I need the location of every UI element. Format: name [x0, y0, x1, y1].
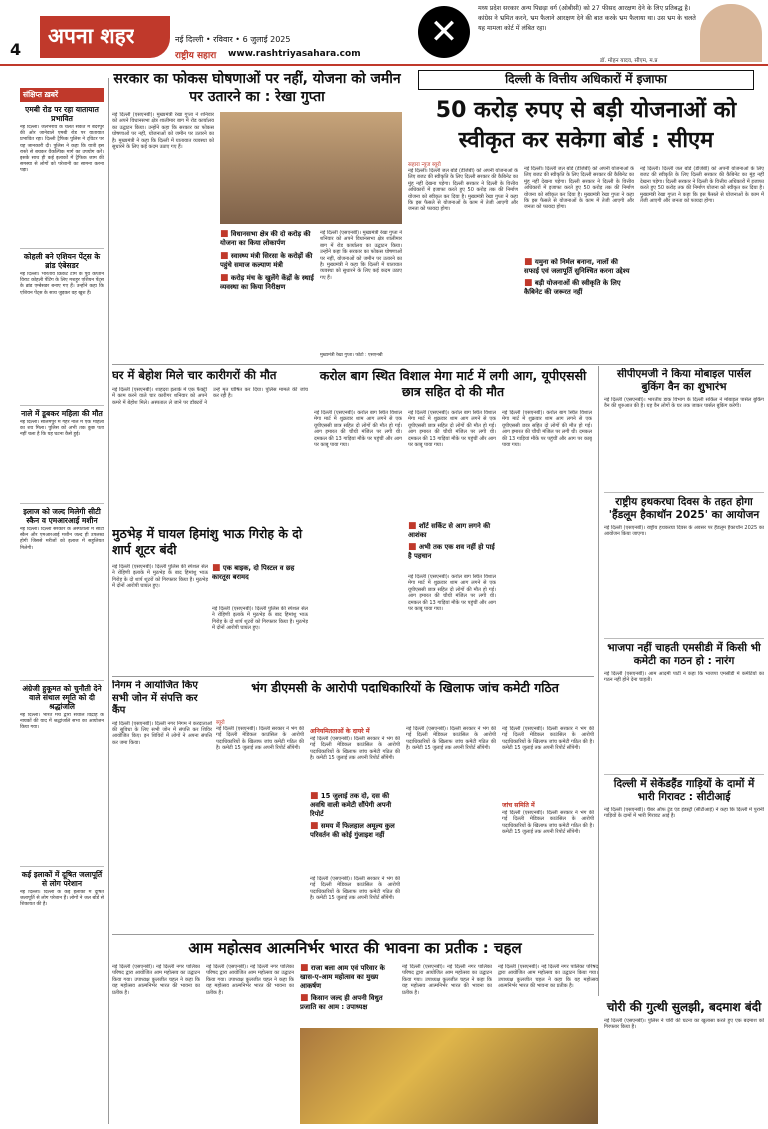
sidebar-text: नई दिल्ली। दिल्ली के कई इलाकों में दूषित जलापूर्ति से लोग परेशान हैं। लोगों ने जल बोर्ड से शिकायत की है। — [20, 890, 104, 908]
story-text: नई दिल्ली (एसएनबी)। चैंबर ऑफ ट्रेड एंड इंडस्ट्री (सीटीआई) ने कहा कि दिल्ली में पुरानी गाड़ियों के दामों में भारी गिरावट आई है। — [604, 807, 764, 820]
story-nigam — [112, 680, 212, 930]
story-text-col3: नई दिल्ली। दिल्ली जल बोर्ड (डीजेबी) को अपनी योजनाओं के लिए बजट की स्वीकृति के लिए दिल्ली सरकार की कैबिनेट का मुंह नहीं देखना पड़ेगा। दिल्ली सरकार ने दिल्ली के वित्तीय अधिकारों में इजाफा करते हुए 50 करोड़ तक की निर्माण योजना को स्वीकृत कर दिया है। मुख्यमंत्री रेखा गुप्ता ने कहा कि इस फैसले से योजनाओं के काम में तेजी आएगी और जनता को फायदा होगा। — [640, 166, 764, 205]
story-cpmg — [604, 368, 764, 489]
story-text-col2: नई दिल्ली (एसएनबी)। नई दिल्ली नगर पालिका परिषद द्वारा आयोजित आम महोत्सव का उद्घाटन किया गया। उपाध्यक्ष कुलजीत चहल ने कहा कि यह महोत्सव आत्मनिर्भर भारत की भावना का प्रतीक है। — [206, 964, 294, 996]
pull-quote: ■ बड़ी योजनाओं की स्वीकृति के लिए कैबिनेट की जरूरत नहीं — [524, 278, 621, 296]
story-text: नई दिल्ली (एसएनबी)। शाहदरा इलाके में एक फैक्ट्री में काम करने वाले चार कारीगर शनिवार को अपने कमरे में बेहोश मिले। अस्पताल ले जाने पर डॉक्टरों ने उन्हें मृत घोषित कर दिया। पुलिस मामले की जांच कर रही है। — [112, 387, 308, 406]
story-text: नई दिल्ली (एसएनबी)। राष्ट्रीय हथकरघा दिवस के अवसर पर हैंडलूम हैकाथॉन 2025 का आयोजन किया जाएगा। — [604, 525, 764, 538]
sidebar-text: नई दिल्ली। दिल्ली सरकार के अस्पतालों में सीटी स्कैन और एमआरआई मशीन जल्द ही उपलब्ध होगी जिससे मरीजों को इलाज में सहूलियत मिलेगी। — [20, 527, 104, 551]
sidebar-item — [20, 252, 104, 402]
headline: दिल्ली में सेकेंडहैंड गाड़ियों के दामों में भारी गिरावट : सीटीआई — [613, 778, 755, 803]
story-text: नई दिल्ली (एसएनबी)। नई दिल्ली नगर पालिका परिषद द्वारा आयोजित आम महोत्सव का उद्घाटन किया गया। उपाध्यक्ष कुलजीत चहल ने कहा कि यह महोत्सव आत्मनिर्भर भारत की भावना का प्रतीक है। — [112, 964, 200, 996]
sidebar-headline: इलाज को जल्द मिलेगी सीटी स्कैन व एमआरआई मशीन — [23, 507, 101, 525]
sidebar-text: नई दिल्ली। भारतीय क्रिकेट टीम के पूर्व कप्तान विराट कोहली पेंटिंग के लिए मशहूर एशियन पेंट्स के ब्रांड एम्बेसडर बनाए गए हैं। उन्होंने कहा कि एशियन पेंट्स के साथ जुड़कर वह खुश हैं। — [20, 272, 104, 296]
story-text-col2: नई दिल्ली। दिल्ली जल बोर्ड (डीजेबी) को अपनी योजनाओं के लिए बजट की स्वीकृति के लिए दिल्ली सरकार की कैबिनेट का मुंह नहीं देखना पड़ेगा। दिल्ली सरकार ने दिल्ली के वित्तीय अधिकारों में इजाफा करते हुए 50 करोड़ तक की निर्माण योजना को स्वीकृत कर दिया है। मुख्यमंत्री रेखा गुप्ता ने कहा कि इस फैसले से योजनाओं के काम में तेजी आएगी और जनता को फायदा होगा। — [524, 166, 634, 211]
pull-quote: ■ समय में फिलहाल अमूल्य कुल परिवर्तन की कोई गुंजाइश नहीं — [310, 821, 395, 839]
story-text-col3: नई दिल्ली (एसएनबी)। करोल बाग स्थित विशाल मेगा मार्ट में शुक्रवार शाम आग लगने से एक यूपीएससी छात्र सहित दो लोगों की मौत हो गई। आग इमारत की चौथी मंजिल पर लगी थी। दमकल की 13 गाड़ियां मौके पर पहुंचीं और आग पर काबू पाया गया। — [502, 410, 592, 449]
paper-logo: राष्ट्रीय सहारा — [175, 51, 217, 61]
pull-quote: ■ 15 जुलाई तक दो, दस की अवधि वाली कमेटी सौंपेगी अपनी रिपोर्ट — [310, 792, 392, 818]
masthead — [0, 0, 768, 66]
sidebar-text: नई दिल्ली। भारत मंच द्वारा संथाल विद्रोह के नायकों की याद में श्रद्धांजलि सभा का आयोजन किया गया। — [20, 713, 104, 731]
sidebar-headline: कोहली बने एशियन पेंट्स के ब्रांड एंबेसडर — [23, 252, 101, 270]
story-mango — [112, 938, 598, 1124]
pull-box — [524, 258, 634, 302]
story-encounter — [112, 526, 308, 672]
story-rekha — [112, 70, 402, 364]
x-logo-icon: ✕ — [418, 6, 470, 58]
edition: नई दिल्ली — [175, 35, 204, 44]
story-bjp — [604, 642, 764, 771]
bullets — [220, 230, 316, 364]
headline: भंग डीएमसी के आरोपी पदाधिकारियों के खिलाफ जांच कमेटी गठित — [251, 680, 559, 695]
story-hackathon — [604, 496, 764, 635]
story-text-col2: नई दिल्ली (एसएनबी)। दिल्ली सरकार ने भंग की गई दिल्ली मेडिकल काउंसिल के आरोपी पदाधिकारियों के खिलाफ जांच कमेटी गठित की है। कमेटी 15 जुलाई तक अपनी रिपोर्ट सौंपेगी। — [310, 736, 400, 762]
section-banner — [40, 16, 170, 58]
headline: चोरी की गुत्थी सुलझी, बदमाश बंदी — [606, 1000, 762, 1014]
pull-quote: ■ किसान जल्द ही अपनी विधुत प्रजाति का आम : उपाध्यक्ष — [300, 993, 383, 1011]
story-djb — [408, 70, 764, 354]
story-text-col2: नई दिल्ली (एसएनबी)। करोल बाग स्थित विशाल मेगा मार्ट में शुक्रवार शाम आग लगने से एक यूपीएससी छात्र सहित दो लोगों की मौत हो गई। आग इमारत की चौथी मंजिल पर लगी थी। दमकल की 13 गाड़ियां मौके पर पहुंचीं और आग पर काबू पाया गया। — [408, 410, 496, 449]
website[interactable]: www.rashtriyasahara.com — [228, 49, 361, 59]
story-cars — [604, 778, 764, 887]
kicker: दिल्ली के वित्तीय अधिकारों में इजाफा — [418, 70, 754, 90]
headline: सरकार का फोकस घोषणाओं पर नहीं, योजना को जमीन पर उतारने का : रेखा गुप्ता — [113, 71, 401, 105]
story-text-col2b: नई दिल्ली (एसएनबी)। करोल बाग स्थित विशाल मेगा मार्ट में शुक्रवार शाम आग लगने से एक यूपीएससी छात्र सहित दो लोगों की मौत हो गई। आग इमारत की चौथी मंजिल पर लगी थी। दमकल की 13 गाड़ियां मौके पर पहुंचीं और आग पर काबू पाया गया। — [408, 574, 496, 613]
cartoon-credit: डॉ. मोहन यादव, सीएम, म.प्र — [600, 58, 658, 64]
story-text-col4: नई दिल्ली (एसएनबी)। दिल्ली सरकार ने भंग की गई दिल्ली मेडिकल काउंसिल के आरोपी पदाधिकारियों के खिलाफ जांच कमेटी गठित की है। कमेटी 15 जुलाई तक अपनी रिपोर्ट सौंपेगी। — [502, 726, 594, 752]
headline: करोल बाग स्थित विशाल मेगा मार्ट में लगी आग, यूपीएससी छात्र सहित दो की मौत — [319, 368, 587, 399]
story-workers — [112, 368, 308, 520]
sidebar-item — [20, 105, 104, 245]
headline: सीपीएमजी ने किया मोबाइल पार्सल बुकिंग वैन का शुभारंभ — [616, 368, 752, 393]
pull-box — [310, 792, 400, 872]
section-title: अपना शहर — [48, 23, 135, 48]
story-text-col3: नई दिल्ली (एसएनबी)। नई दिल्ली नगर पालिका परिषद द्वारा आयोजित आम महोत्सव का उद्घाटन किया गया। उपाध्यक्ष कुलजीत चहल ने कहा कि यह महोत्सव आत्मनिर्भर भारत की भावना का प्रतीक है। — [402, 964, 492, 996]
sidebar-headline: कई इलाकों में दूषित जलापूर्ति से लोग परेशान — [21, 870, 103, 888]
bullet: ■ करोड़ मंच के खुलेंगे केंद्रों के स्थाई व्यवस्था का किया निरीक्षण — [220, 273, 314, 291]
story-text: नई दिल्ली (एसएनबी)। मुख्यमंत्री रेखा गुप्ता ने शनिवार को अपने विधानसभा क्षेत्र शालीमार बाग में रोड कार्यालय का उद्घाटन किया। उन्होंने कहा कि सरकार का फोकस घोषणाओं पर नहीं, योजनाओं को जमीन पर उतारने का है। मुख्यमंत्री ने कहा कि दिल्ली में यातायात व्यवस्था को सुधारने के लिए कई कदम उठाए गए हैं। — [112, 112, 214, 151]
story-text-col2: नई दिल्ली (एसएनबी)। दिल्ली पुलिस की स्पेशल सेल ने रोहिणी इलाके में मुठभेड़ के बाद हिमांशु भाऊ गिरोह के दो शार्प शूटरों को गिरफ्तार किया है। मुठभेड़ में दोनों आरोपी घायल हुए। — [212, 606, 308, 632]
story-text-col4: नई दिल्ली (एसएनबी)। नई दिल्ली नगर पालिका परिषद द्वारा आयोजित आम महोत्सव का उद्घाटन किया गया। उपाध्यक्ष कुलजीत चहल ने कहा कि यह महोत्सव आत्मनिर्भर भारत की भावना का प्रतीक है। — [498, 964, 598, 990]
story-text: नई दिल्ली (एसएनबी)। दिल्ली नगर निगम ने करदाताओं की सुविधा के लिए सभी जोन में संपत्ति कर शिविर आयोजित किए। इन शिविरों में लोगों ने अपना संपत्ति कर जमा किया। — [112, 720, 212, 746]
story-text: नई दिल्ली (एसएनबी)। पुलिस ने चोरी की घटना का खुलासा करते हुए एक बदमाश को गिरफ्तार किया है। — [604, 1018, 764, 1031]
story-theft — [604, 1000, 764, 1124]
story-dmc — [216, 680, 594, 930]
story-karolbagh — [314, 368, 592, 672]
story-text: नई दिल्ली। दिल्ली जल बोर्ड (डीजेबी) को अपनी योजनाओं के लिए बजट की स्वीकृति के लिए दिल्ली सरकार की कैबिनेट का मुंह नहीं देखना पड़ेगा। दिल्ली सरकार ने दिल्ली के वित्तीय अधिकारों में इजाफा करते हुए 50 करोड़ तक की निर्माण योजना को स्वीकृत कर दिया है। मुख्यमंत्री रेखा गुप्ता ने कहा कि इस फैसले से योजनाओं के काम में तेजी आएगी और जनता को फायदा होगा। — [408, 168, 518, 213]
pull-box — [212, 564, 308, 604]
headline: निगम ने आयोजित किए सभी जोन में संपत्ति कर कैंप — [112, 680, 198, 716]
sidebar-text: नई दिल्ली। सीलमपुर में गहरे नाले में एक महिला का शव मिला। पुलिस को अभी तक कुछ पता नहीं चला है कि यह घटना कैसे हुई। — [20, 420, 104, 438]
sidebar-header: संक्षिप्त ख़बरें — [20, 88, 104, 102]
headline: 50 करोड़ रुपए से बड़ी योजनाओं को स्वीकृत कर सकेगा बोर्ड : सीएम — [435, 98, 737, 153]
sidebar-headline: अंग्रेजी हुकूमत को चुनौती देने वाले संथाल स्मृति को दी श्रद्धांजलि — [22, 684, 102, 711]
rekha-photo — [220, 112, 402, 224]
sidebar-item — [20, 409, 104, 500]
story-text: नई दिल्ली (एसएनबी)। भारतीय डाक विभाग के दिल्ली सर्किल ने मोबाइल पार्सल बुकिंग वैन की शुरुआत की है। यह वैन लोगों के घर तक जाकर पार्सल बुकिंग करेगी। — [604, 397, 764, 410]
pull-quote: ■ शॉर्ट सर्किट से आग लगने की आशंका — [408, 522, 491, 539]
edition-line: नई दिल्ली • रविवार • 6 जुलाई 2025 — [175, 35, 291, 44]
byline: ब्यूरो — [216, 720, 225, 726]
story-text: नई दिल्ली (एसएनबी)। दिल्ली सरकार ने भंग की गई दिल्ली मेडिकल काउंसिल के आरोपी पदाधिकारियों के खिलाफ जांच कमेटी गठित की है। कमेटी 15 जुलाई तक अपनी रिपोर्ट सौंपेगी। — [216, 726, 304, 752]
pull-box — [300, 964, 400, 1026]
cm-portrait — [700, 4, 762, 62]
story-text: नई दिल्ली (एसएनबी)। करोल बाग स्थित विशाल मेगा मार्ट में शुक्रवार शाम आग लगने से एक यूपीएससी छात्र सहित दो लोगों की मौत हो गई। आग इमारत की चौथी मंजिल पर लगी थी। दमकल की 13 गाड़ियां मौके पर पहुंचीं और आग पर काबू पाया गया। — [314, 410, 402, 449]
sidebar-item — [20, 684, 104, 863]
story-text-continued: नई दिल्ली (एसएनबी)। मुख्यमंत्री रेखा गुप्ता ने शनिवार को अपने विधानसभा क्षेत्र शालीमार बाग में रोड कार्यालय का उद्घाटन किया। उन्होंने कहा कि सरकार का फोकस घोषणाओं पर नहीं, योजनाओं को जमीन पर उतारने का है। मुख्यमंत्री ने कहा कि दिल्ली में यातायात व्यवस्था को सुधारने के लिए कई कदम उठाए गए हैं। — [320, 230, 402, 281]
photo-caption: मुख्यमंत्री रेखा गुप्ता। फोटो : एसएनबी — [320, 353, 383, 358]
pull-quote: ■ अभी तक एक शव नहीं हो पाई है पहचान — [408, 542, 495, 560]
headline: राष्ट्रीय हथकरघा दिवस के तहत होगा 'हैंडलूम हैकाथॉन 2025' का आयोजन — [608, 496, 760, 521]
mango-photo — [300, 1028, 598, 1124]
headline: घर में बेहोश मिले चार कारीगरों की मौत — [112, 368, 277, 382]
sidebar — [20, 88, 104, 1124]
sidebar-item — [20, 507, 104, 677]
right-column — [604, 368, 764, 996]
story-text-col2b: नई दिल्ली (एसएनबी)। दिल्ली सरकार ने भंग की गई दिल्ली मेडिकल काउंसिल के आरोपी पदाधिकारियों के खिलाफ जांच कमेटी गठित की है। कमेटी 15 जुलाई तक अपनी रिपोर्ट सौंपेगी। — [310, 876, 400, 902]
story-text-col3: नई दिल्ली (एसएनबी)। दिल्ली सरकार ने भंग की गई दिल्ली मेडिकल काउंसिल के आरोपी पदाधिकारियों के खिलाफ जांच कमेटी गठित की है। कमेटी 15 जुलाई तक अपनी रिपोर्ट सौंपेगी। — [406, 726, 496, 752]
story-text: नई दिल्ली (एसएनबी)। आम आदमी पार्टी ने कहा कि भाजपा एमसीडी में कमेटियों का गठन नहीं होने देना चाहती। — [604, 671, 764, 684]
bullet: ■ स्वास्थ्य मंत्री सिरसा के करोड़ों की पहुंचे समाज कल्याण मंत्री — [220, 251, 313, 269]
sidebar-text: नई दिल्ली। जलभराव के चलते सकेत में बदरपुर की ओर जानेवाले एमबी रोड पर यातायात प्रभावित रहा। दिल्ली ट्रैफिक पुलिस ने ट्विटर पर यह जानकारी दी। पुलिस ने कहा कि यात्री इस रास्ते से बचकर वैकल्पिक मार्ग का उपयोग करें। इसके साथ ही कई इलाकों में ट्रैफिक जाम की समस्या से लोगों को परेशानी का सामना करना पड़ा। — [20, 125, 104, 174]
pull-quote: ■ यमुना को निर्मल बनाना, नालों की सफाई एवं जलापूर्ति सुनिश्चित करना उद्देश्य — [524, 258, 630, 275]
pull-quote: ■ राजा बला आम एवं परिवार के खास-ए-आम महोत्सव का मुख्य आकर्षण — [300, 964, 385, 990]
pull-box — [408, 522, 496, 572]
year: 2025 — [270, 35, 291, 44]
headline: भाजपा नहीं चाहती एमसीडी में किसी भी कमेटी का गठन हो : नारंग — [607, 642, 761, 667]
pull-quote: ■ एक बाइक, दो पिस्टल व छह कारतूस बरामद — [212, 564, 295, 581]
story-text-col4b: नई दिल्ली (एसएनबी)। दिल्ली सरकार ने भंग की गई दिल्ली मेडिकल काउंसिल के आरोपी पदाधिकारियों के खिलाफ जांच कमेटी गठित की है। कमेटी 15 जुलाई तक अपनी रिपोर्ट सौंपेगी। — [502, 810, 594, 836]
sidebar-headline: एमबी रोड पर रहा यातायात प्रभावित — [25, 105, 99, 123]
subhead-2: जांच समिति में — [502, 802, 535, 809]
page-number: 4 — [10, 40, 22, 59]
cartoon-quote: मध्य प्रदेश सरकार अन्य पिछड़ा वर्ग (ओबीसी) को 27 फीसद आरक्षण देने के लिए प्रतिबद्ध है। कांग्रेस ने भ्रमित करने, भ्रम फैलाने आरक्षण देने की बात करके भ्रम फैलाया था। उस भ्रम के चलते यह मामला कोर्ट में लंबित रहा। — [478, 5, 696, 32]
byline: सहारा न्यूज ब्यूरो — [408, 162, 441, 168]
sidebar-item — [20, 870, 104, 1090]
headline: मुठभेड़ में घायल हिमांशु भाऊ गिरोह के दो शार्प शूटर बंदी — [112, 526, 303, 557]
headline: आम महोत्सव आत्मनिर्भर भारत की भावना का प्रतीक : चहल — [188, 939, 522, 957]
date: 6 जुलाई — [242, 35, 268, 44]
story-text: नई दिल्ली (एसएनबी)। दिल्ली पुलिस की स्पेशल सेल ने रोहिणी इलाके में मुठभेड़ के बाद हिमांशु भाऊ गिरोह के दो शार्प शूटरों को गिरफ्तार किया है। मुठभेड़ में दोनों आरोपी घायल हुए। — [112, 564, 208, 590]
sidebar-headline: नाले में डूबकर महिला की मौत — [21, 409, 103, 418]
bullet: ■ विधानसभा क्षेत्र की दो करोड़ की योजना का किया लोकार्पण — [220, 230, 311, 247]
subhead: अनियमितताओं के दायरे में — [310, 728, 370, 735]
day: रविवार — [213, 35, 233, 44]
